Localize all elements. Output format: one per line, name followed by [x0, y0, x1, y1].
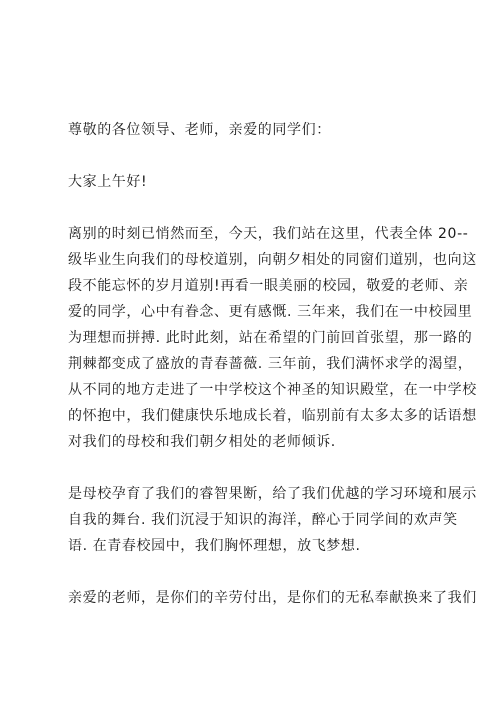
paragraph-line: 的怀抱中，我们健康快乐地成长着，临别前有太多太多的话语想	[68, 408, 477, 424]
paragraph-line: 自我的舞台. 我们沉浸于知识的海洋，醉心于同学间的欢声笑	[68, 512, 458, 528]
paragraph-line: 从不同的地方走进了一中学校这个神圣的知识殿堂，在一中学校	[68, 382, 477, 398]
paragraph-line: 荆棘都变成了盛放的青春蔷薇. 三年前，我们满怀求学的渴望，	[68, 356, 473, 372]
paragraph-line: 亲爱的老师，是你们的辛劳付出，是你们的无私奉献换来了我们	[68, 590, 477, 606]
paragraph-line: 级毕业生向我们的母校道别，向朝夕相处的同窗们道别，也向这	[68, 252, 477, 268]
paragraph-line: 语. 在青春校园中，我们胸怀理想，放飞梦想.	[68, 538, 361, 554]
paragraph-line: 离别的时刻已悄然而至，今天，我们站在这里，代表全体 20--	[68, 226, 469, 242]
paragraph-3	[68, 585, 477, 611]
greeting-line: 大家上午好!	[68, 174, 148, 190]
paragraph-line: 爱的同学，心中有眷念、更有感慨. 三年来，我们在一中校园里	[68, 304, 473, 320]
salutation	[68, 117, 464, 143]
paragraph-line: 为理想而拼搏. 此时此刻，站在希望的门前回首张望，那一路的	[68, 330, 473, 346]
greeting	[68, 169, 464, 195]
paragraph-line: 段不能忘怀的岁月道别!再看一眼美丽的校园，敬爱的老师、亲	[68, 278, 469, 294]
paragraph-1	[68, 221, 477, 455]
paragraph-2	[68, 481, 477, 559]
paragraph-line: 是母校孕育了我们的睿智果断，给了我们优越的学习环境和展示	[68, 486, 477, 502]
salutation-line: 尊敬的各位领导、老师，亲爱的同学们：	[68, 122, 331, 138]
paragraph-line: 对我们的母校和我们朝夕相处的老师倾诉.	[68, 434, 336, 450]
